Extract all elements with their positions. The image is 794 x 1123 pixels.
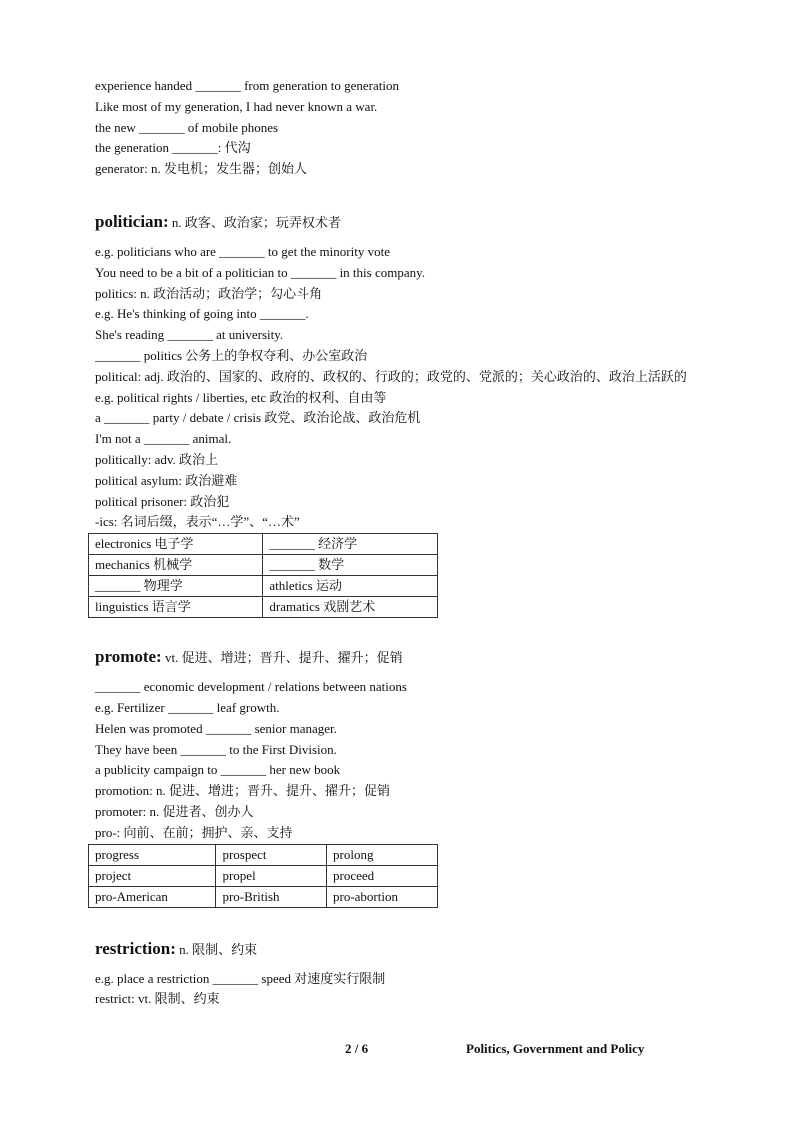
table-row bbox=[89, 865, 438, 886]
entry-word: promote: bbox=[95, 647, 162, 667]
text-line: e.g. political rights / liberties, etc 政治的权利、自由等 bbox=[95, 389, 387, 405]
table-cell: _______ 物理学 bbox=[89, 576, 263, 597]
entry-heading bbox=[95, 211, 735, 234]
text-line: political: adj. 政治的、国家的、政府的、政权的、行政的；政党的、党派的；关心政治的、政治上活跃的 bbox=[95, 368, 687, 384]
table-cell: _______ 经济学 bbox=[263, 534, 438, 555]
table-cell: linguistics 语言学 bbox=[89, 597, 263, 618]
entry-heading bbox=[95, 938, 735, 961]
entry-definition: n. 政客、政治家；玩弄权术者 bbox=[168, 214, 341, 230]
text-line: _______ politics 公务上的争权夺利、办公室政治 bbox=[95, 347, 368, 363]
table-cell: project bbox=[89, 865, 216, 886]
text-line: She's reading _______ at university. bbox=[95, 327, 284, 343]
table-cell: electronics 电子学 bbox=[89, 534, 263, 555]
text-line: e.g. Fertilizer _______ leaf growth. bbox=[95, 699, 280, 715]
footer-title: Politics, Government and Policy bbox=[466, 1041, 645, 1056]
entry-politician bbox=[95, 211, 735, 618]
generation-notes bbox=[95, 76, 735, 180]
text-line: a publicity campaign to _______ her new book bbox=[95, 762, 341, 778]
text-line: the generation _______: 代沟 bbox=[95, 140, 251, 156]
table-cell: mechanics 机械学 bbox=[89, 555, 263, 576]
pro-prefix-table bbox=[88, 844, 438, 908]
entry-restriction bbox=[95, 938, 735, 1011]
ics-suffix-table bbox=[88, 533, 438, 618]
entry-word: restriction: bbox=[95, 938, 176, 958]
text-line: political asylum: 政治避难 bbox=[95, 472, 238, 488]
entry-definition: vt. 促进、增进；晋升、提升、擢升；促销 bbox=[161, 650, 403, 666]
table-cell: dramatics 戏剧艺术 bbox=[263, 597, 438, 618]
entry-word: politician: bbox=[95, 211, 169, 231]
text-line: I'm not a _______ animal. bbox=[95, 431, 232, 447]
text-line: promoter: n. 促进者、创办人 bbox=[95, 803, 254, 819]
text-line: the new _______ of mobile phones bbox=[95, 119, 279, 135]
table-cell: pro-American bbox=[89, 886, 216, 907]
table-row bbox=[89, 886, 438, 907]
text-line: e.g. He's thinking of going into _______. bbox=[95, 306, 309, 322]
text-line: generator: n. 发电机；发生器；创始人 bbox=[95, 161, 307, 177]
text-line: experience handed _______ from generation to generation bbox=[95, 78, 399, 93]
table-row bbox=[89, 844, 438, 865]
text-line: e.g. place a restriction _______ speed 对速度实行限制 bbox=[95, 970, 386, 986]
document-page bbox=[95, 76, 735, 1010]
text-line: pro-: 向前、在前；拥护、亲、支持 bbox=[95, 824, 293, 840]
table-cell: prolong bbox=[327, 844, 438, 865]
text-line: promotion: n. 促进、增进；晋升、提升、擢升；促销 bbox=[95, 783, 391, 799]
text-line: -ics: 名词后缀，表示“…学”、“…术” bbox=[95, 514, 300, 530]
table-cell: athletics 运动 bbox=[263, 576, 438, 597]
entry-promote bbox=[95, 646, 735, 907]
table-row bbox=[89, 576, 438, 597]
table-cell: progress bbox=[89, 844, 216, 865]
entry-definition: n. 限制、约束 bbox=[175, 941, 258, 957]
page-number: 2 / 6 bbox=[345, 1041, 369, 1056]
table-cell: _______ 数学 bbox=[263, 555, 438, 576]
text-line: _______ economic development / relations between nations bbox=[95, 679, 407, 695]
text-line: restrict: vt. 限制、约束 bbox=[95, 991, 220, 1007]
text-line: e.g. politicians who are _______ to get the minority vote bbox=[95, 243, 390, 259]
text-line: political prisoner: 政治犯 bbox=[95, 493, 230, 509]
text-line: You need to be a bit of a politician to _______ in this company. bbox=[95, 264, 426, 280]
text-line: a _______ party / debate / crisis 政党、政治论战、政治危机 bbox=[95, 410, 421, 426]
table-cell: pro-British bbox=[216, 886, 327, 907]
table-row bbox=[89, 534, 438, 555]
table-cell: pro-abortion bbox=[327, 886, 438, 907]
table-cell: prospect bbox=[216, 844, 327, 865]
text-line: politics: n. 政治活动；政治学；勾心斗角 bbox=[95, 285, 323, 301]
table-cell: proceed bbox=[327, 865, 438, 886]
text-line: Helen was promoted _______ senior manager. bbox=[95, 720, 337, 736]
text-line: They have been _______ to the First Division. bbox=[95, 741, 337, 757]
table-row bbox=[89, 597, 438, 618]
table-cell: propel bbox=[216, 865, 327, 886]
text-line: politically: adv. 政治上 bbox=[95, 451, 218, 467]
text-line: Like most of my generation, I had never known a war. bbox=[95, 98, 378, 114]
table-row bbox=[89, 555, 438, 576]
entry-heading bbox=[95, 646, 735, 669]
